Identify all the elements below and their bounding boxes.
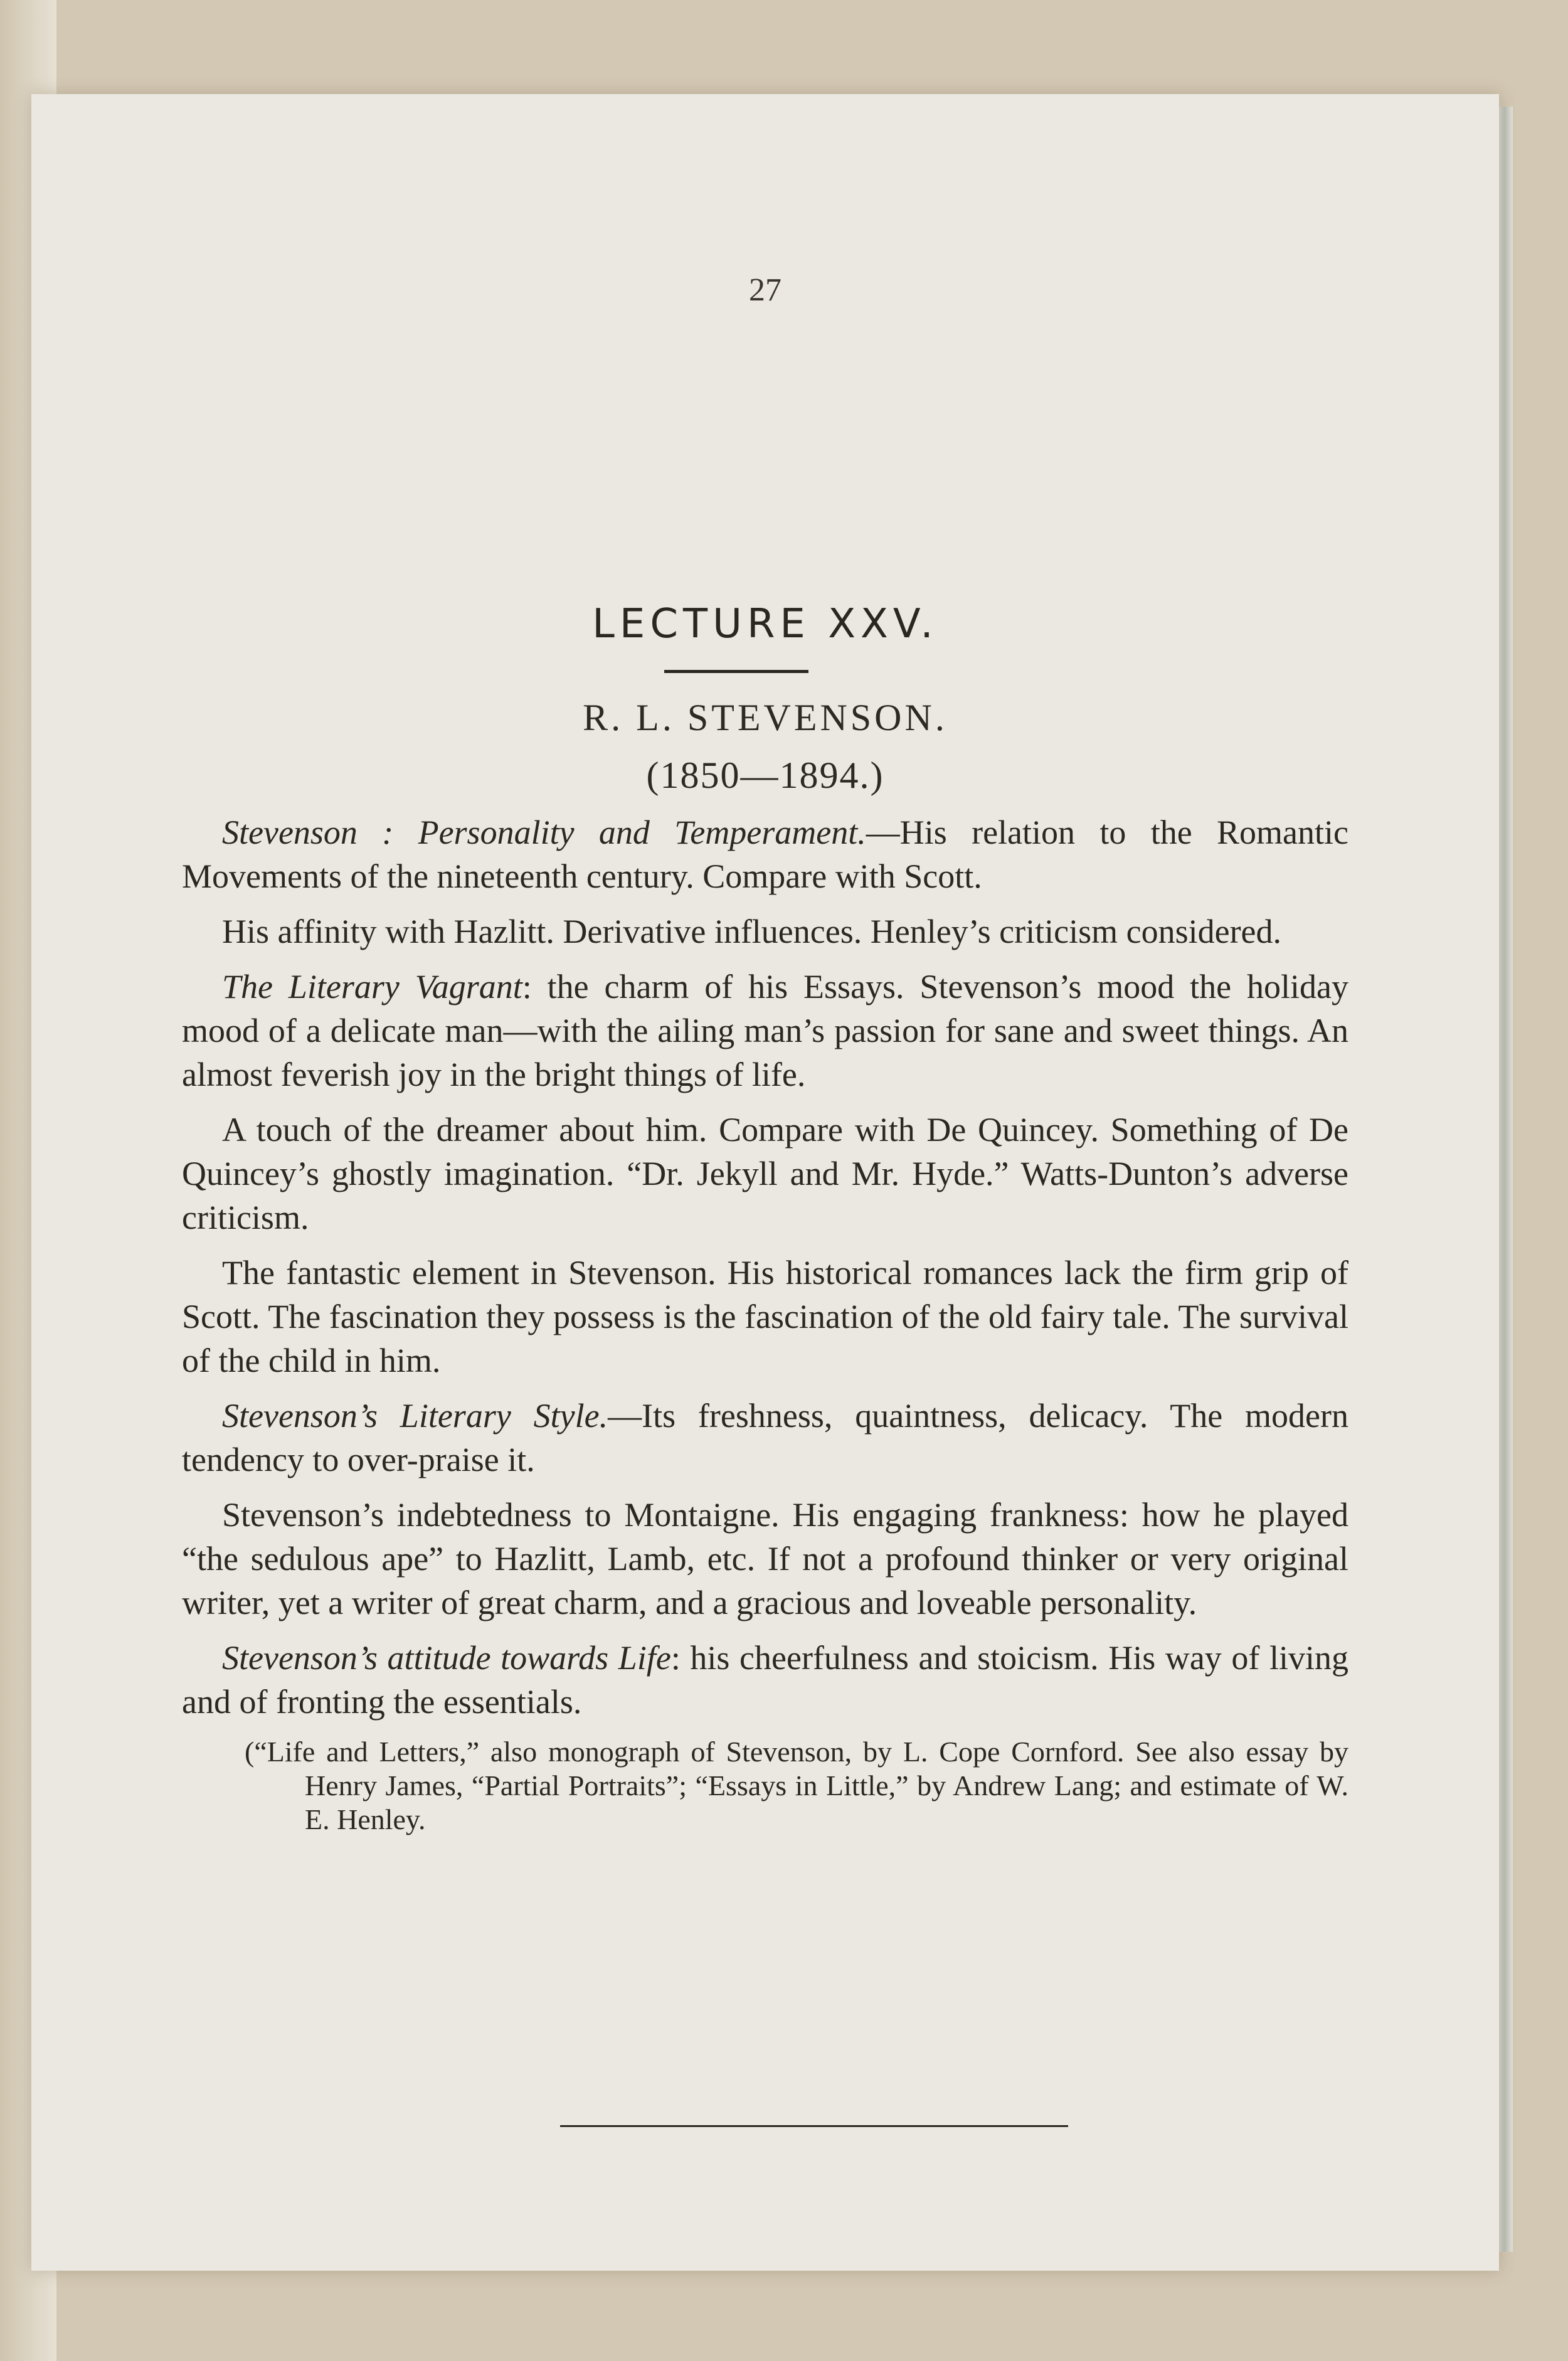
lecture-title: LECTURE XXV. (592, 601, 938, 647)
bibliography-note (245, 1735, 1348, 1837)
paragraph (182, 1493, 1348, 1625)
paragraph-lead: Stevenson : Personality and Temperament. (222, 814, 866, 851)
book-page (31, 94, 1499, 2271)
paragraph-text: —His relation to the Romantic Movements of the nineteenth century. Compare with Scott. (182, 814, 1348, 895)
lecture-body (182, 810, 1348, 1837)
paragraph-lead: Stevenson’s Literary Style. (222, 1397, 608, 1435)
paragraph-text: : the charm of his Essays. Stevenson’s mood the holiday mood of a delicate man—with the ailing man’s passion for sane and sweet things. An almost feverish joy in the bright things of life. (182, 968, 1348, 1093)
paragraph (182, 810, 1348, 898)
paragraph-text: A touch of the dreamer about him. Compare with De Quincey. Something of De Quincey’s ghostly imagination. “Dr. Jekyll and Mr. Hyde.” Watts-Dunton’s adverse criticism. (182, 1111, 1348, 1236)
paragraph (182, 1636, 1348, 1724)
paragraph-text: —Its freshness, quaintness, delicacy. The modern tendency to over-praise it. (182, 1397, 1349, 1478)
paragraph-lead: Stevenson’s attitude towards Life (222, 1639, 671, 1677)
note-text: (“Life and Letters,” also monograph of Stevenson, by L. Cope Cornford. See also essay by Henry James, “Partial Portraits”; “Essays in Little,” by Andrew Lang; and estimate of W. E. Henley. (245, 1736, 1348, 1835)
paragraph (182, 965, 1348, 1096)
paragraph-text: Stevenson’s indebtedness to Montaigne. His engaging frankness: how he played “the sedulous ape” to Hazlitt, Lamb, etc. If not a profound thinker or very original writer, yet a writer of great charm, and a gracious and loveable personality. (182, 1496, 1348, 1621)
page-number: 27 (749, 272, 781, 308)
lecture-subject: R. L. STEVENSON. (583, 697, 948, 738)
paragraph (182, 1108, 1348, 1239)
title-rule (664, 670, 808, 673)
paragraph (182, 1394, 1348, 1482)
paragraph-text: His affinity with Hazlitt. Derivative influences. Henley’s criticism considered. (222, 913, 1282, 950)
page-edge (1499, 107, 1513, 2252)
paragraph (182, 1251, 1348, 1382)
paragraph-lead: The Literary Vagrant (222, 968, 522, 1005)
closing-rule (560, 2125, 1068, 2127)
subject-dates: (1850—1894.) (646, 755, 884, 796)
paragraph-text: : his cheerfulness and stoicism. His way of living and of fronting the essentials. (182, 1639, 1348, 1721)
paragraph-text: The fantastic element in Stevenson. His historical romances lack the firm grip of Scott. The fascination they possess is the fascination of the old fairy tale. The survival of the child in him. (182, 1254, 1348, 1379)
paragraph (182, 910, 1348, 953)
